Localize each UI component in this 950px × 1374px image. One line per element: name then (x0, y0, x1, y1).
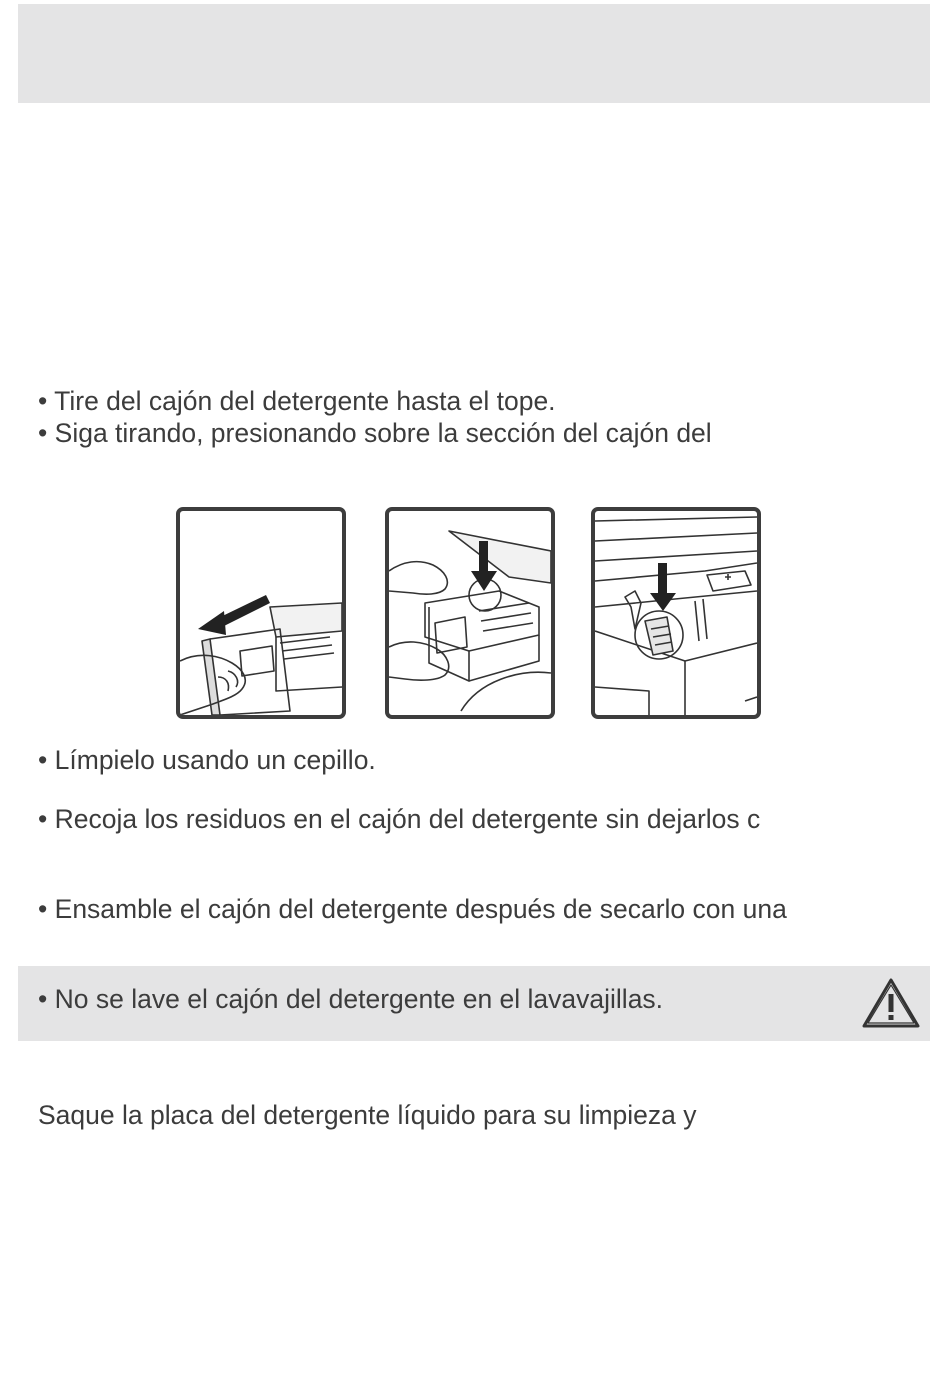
figure-press-latch (385, 507, 555, 719)
instruction-reassemble: • Ensamble el cajón del detergente después de secarlo con una (38, 894, 787, 924)
figure-latch-detail (591, 507, 761, 719)
instruction-clean-brush: • Límpielo usando un cepillo. (38, 745, 376, 775)
figure-pull-drawer (176, 507, 346, 719)
latch-detail-illustration (595, 511, 757, 715)
pull-drawer-illustration (180, 511, 342, 715)
warning-triangle-icon (861, 977, 921, 1029)
footer-text: Saque la placa del detergente líquido para su limpieza y (38, 1100, 697, 1130)
warning-text: • No se lave el cajón del detergente en el lavavajillas. (38, 984, 664, 1014)
instruction-press-section: • Siga tirando, presionando sobre la sección del cajón del (38, 418, 712, 448)
warning-band (18, 966, 930, 1041)
header-band (18, 4, 930, 103)
instruction-collect-residue: • Recoja los residuos en el cajón del detergente sin dejarlos c (38, 804, 761, 834)
press-latch-illustration (389, 511, 551, 715)
instruction-pull-drawer: • Tire del cajón del detergente hasta el tope. (38, 386, 556, 416)
